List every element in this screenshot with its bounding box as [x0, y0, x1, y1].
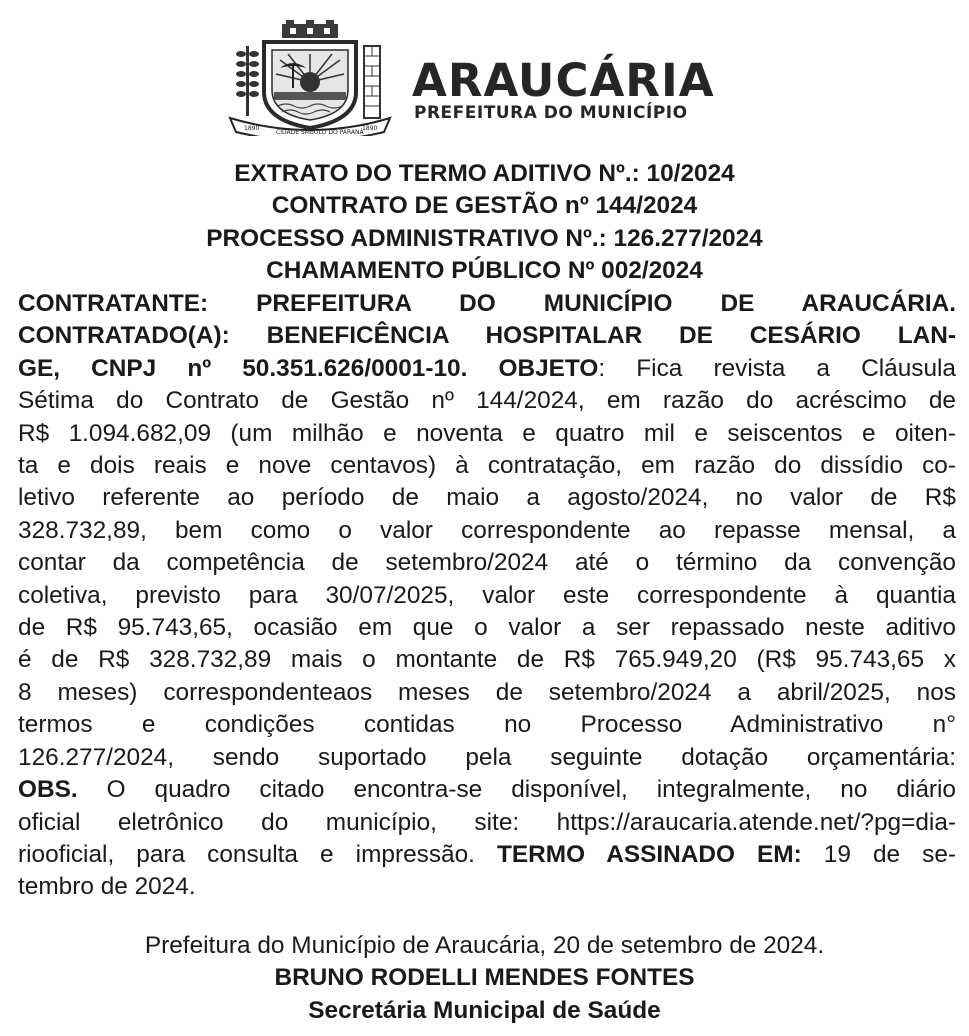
- body-line: Sétima do Contrato de Gestão nº 144/2024, em razão do acréscimo de: [18, 387, 956, 415]
- signed-date-label: TERMO ASSINADO EM:: [497, 840, 802, 868]
- body-line: contar da competência de setembro/2024 até o término da convenção: [18, 549, 956, 577]
- body-segment: riooficial, para consulta e impressão.: [18, 840, 497, 868]
- document-headings: [0, 158, 969, 288]
- heading-extrato: EXTRATO DO TERMO ADITIVO Nº.: 10/2024: [234, 160, 735, 187]
- body-line: coletiva, previsto para 30/07/2025, valor este correspondente à quantia: [18, 581, 956, 609]
- body-line: ta e dois reais e nove centavos) à contratação, em razão do dissídio co-: [18, 452, 956, 480]
- body-line: letivo referente ao período de maio a agosto/2024, no valor de R$: [18, 484, 956, 512]
- body-line: [18, 839, 956, 871]
- body-line: tembro de 2024.: [18, 873, 196, 901]
- document-body: [18, 288, 956, 904]
- body-segment: 19 de se-: [801, 840, 957, 868]
- body-line: é de R$ 328.732,89 mais o montante de R$ 765.949,20 (R$ 95.743,65 x: [18, 646, 956, 674]
- brand: [412, 54, 715, 123]
- page-header: [0, 20, 969, 138]
- body-line: CONTRATADO(A): BENEFICÊNCIA HOSPITALAR DE CESÁRIO LAN-: [18, 322, 956, 350]
- document-footer: [0, 930, 969, 1027]
- body-bold-segment: GE, CNPJ nº 50.351.626/0001-10. OBJETO: [18, 354, 599, 382]
- body-line: R$ 1.094.682,09 (um milhão e noventa e quatro mil e seiscentos e oiten-: [18, 419, 956, 447]
- brand-subtitle: PREFEITURA DO MUNICÍPIO: [414, 103, 688, 123]
- body-line: [18, 774, 956, 806]
- heading-contrato: CONTRATO DE GESTÃO nº 144/2024: [271, 192, 698, 220]
- body-line: 126.277/2024, sendo suportado pela seguinte dotação orçamentária:: [18, 743, 956, 771]
- crest-ribbon-text: CIDADE SMBOLO DO PARANÁ: [276, 129, 364, 136]
- place-date: Prefeitura do Município de Araucária, 20 de setembro de 2024.: [144, 932, 825, 959]
- body-line: 328.732,89, bem como o valor correspondente ao repasse mensal, a: [18, 516, 956, 544]
- signer-name: BRUNO RODELLI MENDES FONTES: [274, 964, 695, 992]
- body-line: 8 meses) correspondenteaos meses de setembro/2024 a abril/2025, nos: [18, 678, 956, 706]
- body-line: de R$ 95.743,65, ocasião em que o valor a ser repassado neste aditivo: [18, 614, 956, 642]
- body-segment: : Fica revista a Cláusula: [598, 354, 956, 382]
- body-line: [18, 353, 956, 385]
- crest-year-left: 1890: [244, 125, 260, 132]
- coat-of-arms-icon: [224, 20, 396, 136]
- body-line: termos e condições contidas no Processo Administrativo n°: [18, 711, 956, 739]
- body-segment: O quadro citado encontra-se disponível, integralmente, no diário: [77, 776, 956, 804]
- signer-role: Secretária Municipal de Saúde: [308, 996, 661, 1024]
- heading-processo: PROCESSO ADMINISTRATIVO Nº.: 126.277/2024: [206, 224, 763, 252]
- body-line: oficial eletrônico do município, site: https://araucaria.atende.net/?pg=dia-: [18, 808, 956, 836]
- body-line: CONTRATANTE: PREFEITURA DO MUNICÍPIO DE ARAUCÁRIA.: [18, 290, 956, 317]
- crest-year-right: 1890: [362, 125, 378, 132]
- obs-label: OBS.: [18, 776, 78, 804]
- heading-chamamento: CHAMAMENTO PÚBLICO Nº 002/2024: [266, 257, 703, 285]
- brand-name: ARAUCÁRIA: [412, 54, 715, 107]
